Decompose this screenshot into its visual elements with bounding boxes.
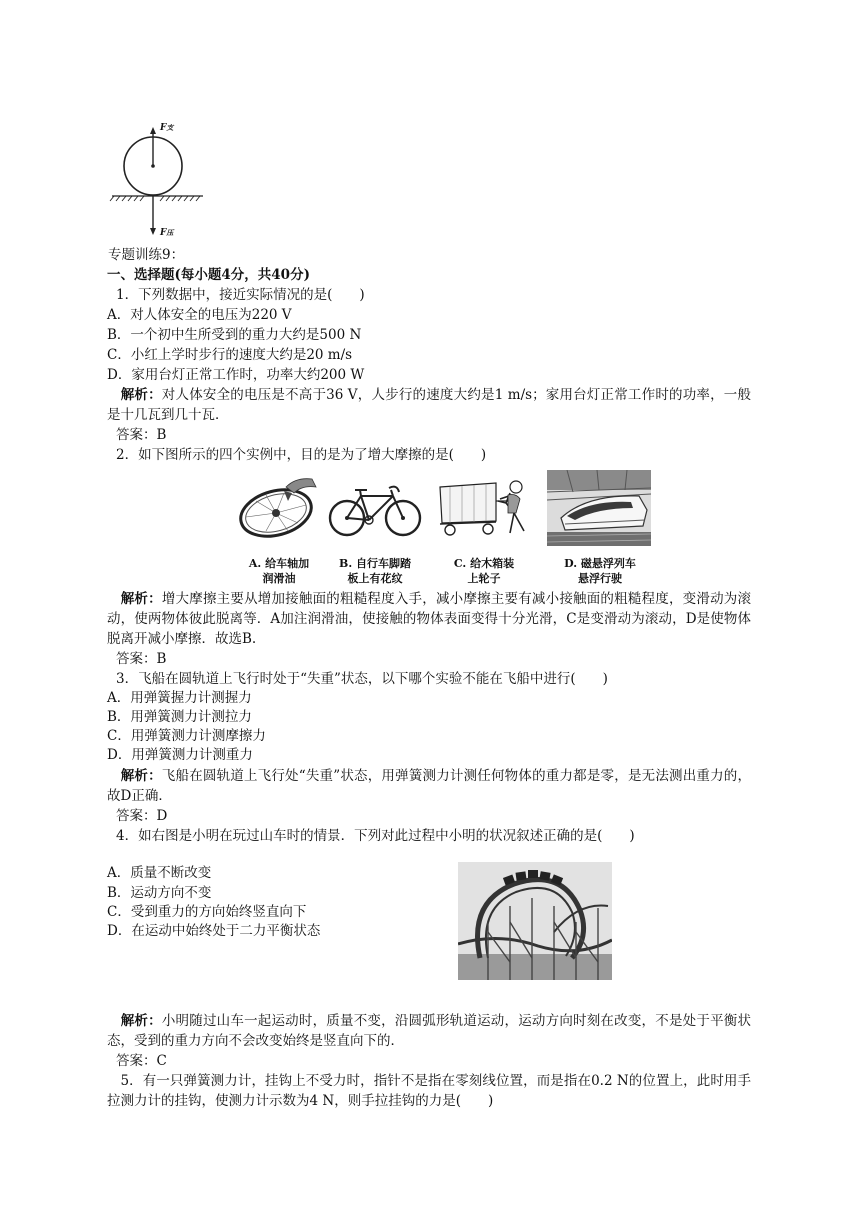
maglev-train-image xyxy=(547,470,651,546)
q1-option-a: A．对人体安全的电压为220 V xyxy=(107,307,292,323)
q3-option-b: B．用弹簧测力计测拉力 xyxy=(107,709,252,725)
q3-option-a: A．用弹簧握力计测握力 xyxy=(107,690,252,706)
wheel-axle-image xyxy=(236,473,322,545)
q3-option-c: C．用弹簧测力计测摩擦力 xyxy=(107,728,266,744)
q1-option-d: D．家用台灯正常工作时，功率大约200 W xyxy=(107,367,365,383)
section-title: 专题训练9： xyxy=(108,247,185,263)
q2-stem: 2．如下图所示的四个实例中，目的是为了增大摩擦的是( ) xyxy=(116,447,487,463)
q1-analysis: 解析：对人体安全的电压是不高于36 V，人步行的速度大约是1 m/s；家用台灯正常工作时的功率，一般是十几瓦到几十瓦． xyxy=(107,387,751,423)
q2-caption-c: C. 给木箱装 上轮子 xyxy=(453,557,515,585)
q3-analysis: 解析：飞船在圆轨道上飞行处“失重”状态，用弹簧测力计测任何物体的重力都是零，是无法测出重力的，故D正确． xyxy=(107,768,752,804)
force-down-label: F压 xyxy=(160,228,174,238)
roller-coaster-image xyxy=(458,862,612,980)
q4-answer: 答案：C xyxy=(116,1053,167,1069)
bicycle-image xyxy=(327,478,423,540)
q4-stem: 4．如右图是小明在玩过山车时的情景．下列对此过程中小明的状况叙述正确的是( ) xyxy=(116,828,635,844)
q3-option-d: D．用弹簧测力计测重力 xyxy=(107,747,253,763)
q2-caption-d: D. 磁悬浮列车 悬浮行驶 xyxy=(564,557,636,585)
force-up-label: F支 xyxy=(160,123,174,133)
q1-option-b: B．一个初中生所受到的重力大约是500 N xyxy=(107,327,362,343)
wooden-box-image xyxy=(436,473,536,545)
q1-option-c: C．小红上学时步行的速度大约是20 m/s xyxy=(107,347,353,363)
q2-answer: 答案：B xyxy=(116,651,167,667)
q2-caption-a: A. 给车轴加 润滑油 xyxy=(248,557,310,585)
q2-analysis: 解析：增大摩擦主要从增加接触面的粗糙程度入手，减小摩擦主要有减小接触面的粗糙程度，变滑动为滚动，使两物体彼此脱离等．A加注润滑油，使接触的物体表面变得十分光滑，C是变滑动为滚动，D是使物体脱离开减小摩擦．故选B. xyxy=(107,591,752,647)
q4-option-a: A．质量不断改变 xyxy=(107,865,212,881)
q4-option-c: C．受到重力的方向始终竖直向下 xyxy=(107,904,307,920)
q4-analysis: 解析：小明随过山车一起运动时，质量不变，沿圆弧形轨道运动，运动方向时刻在改变，不是处于平衡状态，受到的重力方向不会改变始终是竖直向下的． xyxy=(107,1013,752,1049)
force-diagram xyxy=(108,122,208,242)
q4-option-b: B．运动方向不变 xyxy=(107,885,212,901)
q5-stem: 5．有一只弹簧测力计，挂钩上不受力时，指针不是指在零刻线位置，而是指在0.2 N的位置上，此时用手拉测力计的挂钩，使测力计示数为4 N，则手拉挂钩的力是( ) xyxy=(107,1073,751,1109)
q2-caption-b: B. 自行车脚踏 板上有花纹 xyxy=(339,557,411,585)
part-heading: 一、选择题(每小题4分，共40分) xyxy=(107,267,310,283)
q3-stem: 3．飞船在圆轨道上飞行时处于“失重”状态，以下哪个实验不能在飞船中进行( ) xyxy=(116,671,608,687)
q1-stem: 1．下列数据中，接近实际情况的是( ) xyxy=(116,287,365,303)
q4-option-d: D．在运动中始终处于二力平衡状态 xyxy=(107,923,321,939)
q3-answer: 答案：D xyxy=(116,808,168,824)
q1-answer: 答案：B xyxy=(116,427,167,443)
